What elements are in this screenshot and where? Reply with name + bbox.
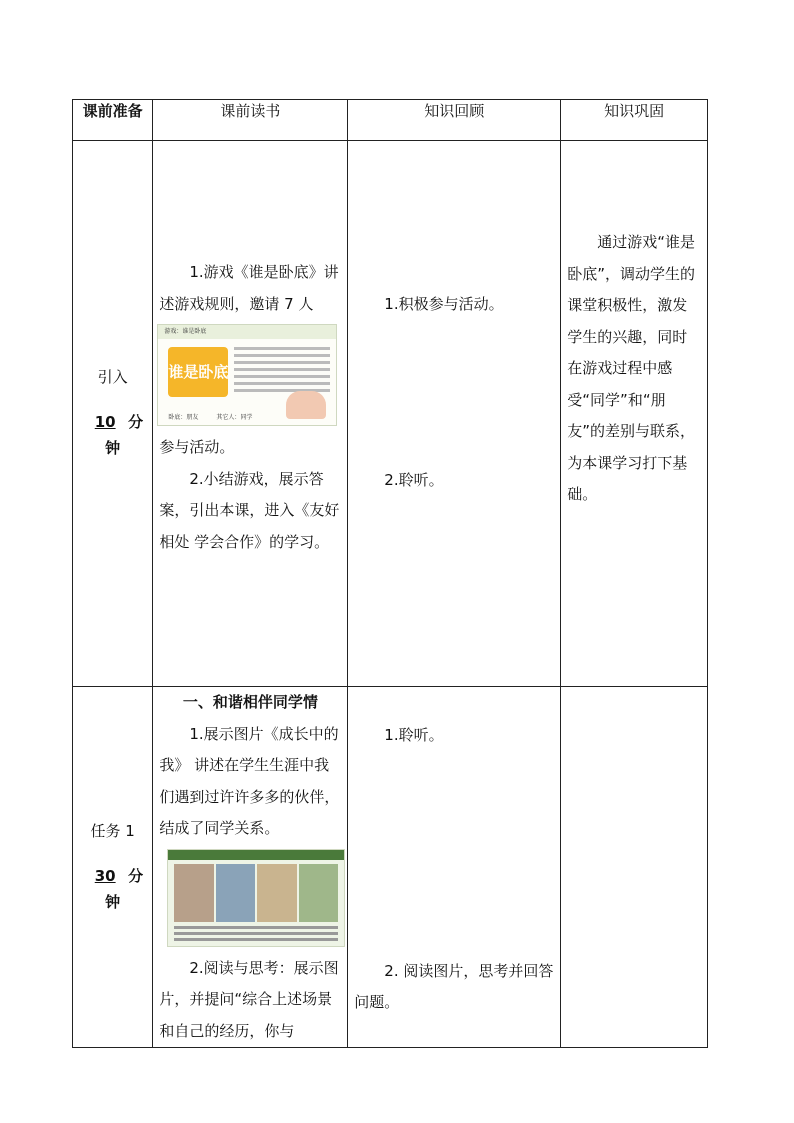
lesson-plan-table [72,99,708,1048]
task1-duration [73,863,152,915]
intro-review-2: 2.聆听。 [384,470,444,489]
slide-caption-lines [174,926,338,944]
intro-step1: 1.游戏《谁是卧底》讲述游戏规则，邀请 7 人 [159,263,339,313]
game-slide-caption: 卧底：朋友 其它人：同学 [168,414,253,421]
game-slide-title: 游戏：谁是卧底 [158,325,337,339]
header-review: 知识回顾 [348,100,561,141]
task1-label: 任务 1 [90,821,135,840]
intro-review-cell [348,141,561,687]
intro-review-1: 1.积极参与活动。 [384,295,504,313]
intro-label-cell [73,141,153,687]
intro-reading-cell [153,141,348,687]
task1-step2: 2.阅读与思考：展示图片，并提问“综合上述场景和自己的经历，你与 [159,958,339,1040]
intro-step1-cont: 参与活动。 [159,438,235,456]
table-row-task1 [73,687,708,1048]
table-header-row [73,100,708,141]
intro-duration-value: 10 [94,413,116,431]
intro-consolidation-cell [561,141,708,687]
table-row-intro [73,141,708,687]
children-illustration [286,391,326,419]
task1-reading-cell [153,687,348,1048]
game-rules-text [234,347,330,396]
task1-consolidation-cell [561,687,708,1048]
intro-duration-unit2: 钟 [105,439,121,457]
growth-slide-image [167,849,345,947]
header-reading: 课前读书 [153,100,348,141]
intro-duration-unit1: 分 [128,413,144,431]
task1-label-cell [73,687,153,1048]
header-consolidation: 知识巩固 [561,100,708,141]
classroom-photos [174,864,338,922]
task1-review-cell [348,687,561,1048]
task1-duration-value: 30 [94,866,116,885]
task1-review-1: 1.聆听。 [384,726,444,744]
header-prep: 课前准备 [73,100,153,141]
intro-consolidation-text: 通过游戏“谁是卧底”，调动学生的课堂积极性，激发学生的兴趣，同时在游戏过程中感受“同学”和“朋友”的差别与联系，为本课学习打下基础。 [567,233,696,503]
task1-duration-unit2: 钟 [105,892,121,911]
task1-heading: 一、和谐相伴同学情 [182,693,318,711]
task1-step1: 1.展示图片《成长中的我》 讲述在学生生涯中我们遇到过许许多多的伙伴，结成了同学关系。 [159,724,340,837]
task1-duration-unit1: 分 [128,866,144,885]
task1-review-2: 2. 阅读图片，思考并回答问题。 [354,961,554,1011]
intro-label: 引入 [97,368,128,386]
game-slide-image [157,324,337,426]
intro-duration [73,409,152,461]
intro-step2: 2.小结游戏，展示答案，引出本课，进入《友好相处 学会合作》的学习。 [159,469,340,551]
game-logo: 谁是卧底 [168,347,228,397]
